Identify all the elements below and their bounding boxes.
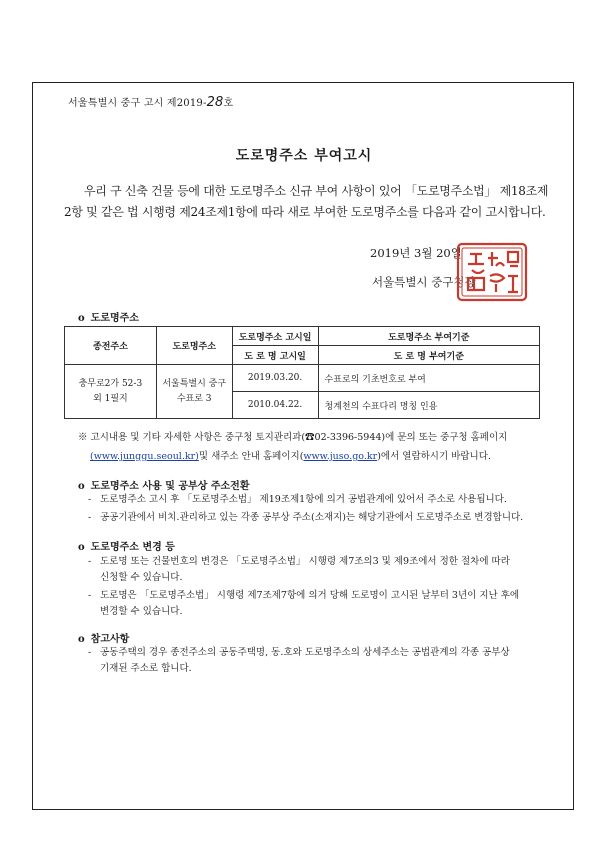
document-title: 도로명주소 부여고시: [235, 148, 373, 164]
header-notice-date-top: 도로명주소 고시일: [232, 327, 318, 346]
note-text-c: )에서 열람하시기 바랍니다.: [377, 451, 491, 462]
section-title-text: 참고사항: [90, 634, 130, 645]
cell-basis-2: 청계천의 수표다리 명칭 인용: [318, 392, 539, 419]
juso-homepage-link[interactable]: www.juso.go.kr: [303, 451, 378, 462]
section-title-change: [78, 538, 175, 553]
note-text-a: ※ 고시내용 및 기타 자세한 사항은 중구청 토지관리과(☎02-3396-5944)에 문의 또는 중구청 홈페이지: [78, 432, 508, 443]
header-basis-bottom: 도 로 명 부여기준: [318, 346, 539, 365]
notice-number-handwritten: 28: [206, 95, 224, 110]
notice-number-prefix: 서울특별시 중구 고시 제2019-: [68, 98, 207, 109]
section-title-text: 도로명주소 변경 등: [90, 542, 175, 553]
list-item: - 도로명 또는 건물번호의 변경은 「도로명주소법」 시행령 제7조의3 및 제9조에서 정한 절차에 따라 신청할 수 있습니다.: [88, 556, 510, 583]
section-bullet: o: [78, 481, 85, 492]
list-item: - 공공기관에서 비치․관리하고 있는 각종 공부상 주소(소재지)는 해당기관에서 도로명주소로 변경합니다.: [88, 512, 524, 523]
list-item-text: 도로명 또는 건물번호의 변경은 「도로명주소법」 시행령 제7조의3 및 제9조에서 정한 절차에 따라: [100, 556, 510, 567]
list-item: - 도로명은 「도로명주소법」 시행령 제7조제7항에 의거 당해 도로명이 고시된 날부터 3년이 지난 후에 변경할 수 있습니다.: [88, 590, 520, 617]
official-seal: [452, 240, 532, 304]
header-notice-date-bottom: 도 로 명 고시일: [232, 346, 318, 365]
list-item: - 공동주택의 경우 종전주소의 공동주택명, 동․호와 도로명주소의 상세주소는 공법관계의 각종 공부상 기재된 주소로 합니다.: [88, 647, 510, 674]
list-item-text-continued: 기재된 주소로 합니다.: [100, 663, 192, 674]
cell-basis-1: 수표로의 기초번호로 부여: [318, 365, 539, 392]
notice-number: [68, 94, 233, 110]
section-title-reference: [78, 630, 129, 645]
contact-note: [78, 428, 548, 466]
note-text-b: 및 새주소 안내 홈페이지(: [198, 451, 304, 462]
junggu-homepage-link[interactable]: (www.junggu.seoul.kr): [90, 451, 199, 462]
section-title-usage: [78, 477, 250, 492]
road-address-table: [64, 326, 540, 419]
section-title-text: 도로명주소 사용 및 공부상 주소전환: [90, 481, 250, 492]
section-title-road-address: [78, 309, 139, 324]
header-road-address: 도로명주소: [156, 327, 232, 365]
section-title-text: 도로명주소: [90, 313, 139, 324]
list-item-text: 도로명주소 고시 후 「도로명주소법」 제19조제1항에 의거 공법관계에 있어서 주소로 사용됩니다.: [100, 494, 507, 505]
list-item-text: 공동주택의 경우 종전주소의 공동주택명, 동․호와 도로명주소의 상세주소는 공법관계의 각종 공부상: [100, 647, 510, 658]
cell-old-address: 충무로2가 52-3 외 1필지: [65, 365, 157, 419]
cell-date-2: 2010.04.22.: [232, 392, 318, 419]
list-item-text: 공공기관에서 비치․관리하고 있는 각종 공부상 주소(소재지)는 해당기관에서 도로명주소로 변경합니다.: [100, 512, 524, 523]
intro-paragraph: 우리 구 신축 건물 등에 대한 도로명주소 신규 부여 사항이 있어 「도로명주소법」 제18조제2항 및 같은 법 시행령 제24조제1항에 따라 새로 부여한 도로명주소를 다음과 같이 고시합니다.: [64, 184, 549, 219]
list-item-text-continued: 신청할 수 있습니다.: [100, 572, 183, 583]
section-bullet: o: [78, 542, 85, 553]
cell-date-1: 2019.03.20.: [232, 365, 318, 392]
list-item-text: 도로명은 「도로명주소법」 시행령 제7조제7항에 의거 당해 도로명이 고시된 날부터 3년이 지난 후에: [100, 590, 520, 601]
section-bullet: o: [78, 634, 85, 645]
list-item: - 도로명주소 고시 후 「도로명주소법」 제19조제1항에 의거 공법관계에 있어서 주소로 사용됩니다.: [88, 494, 507, 505]
header-old-address: 종전주소: [65, 327, 157, 365]
header-basis-top: 도로명주소 부여기준: [318, 327, 539, 346]
cell-road-address: 서울특별시 중구 수표로 3: [156, 365, 232, 419]
issuer-name: 서울특별시 중구청장: [372, 275, 476, 289]
notice-number-suffix: 호: [223, 98, 234, 109]
section-bullet: o: [78, 313, 85, 324]
list-item-text-continued: 변경할 수 있습니다.: [100, 606, 183, 617]
notice-date: 2019년 3월 20일: [370, 246, 462, 260]
